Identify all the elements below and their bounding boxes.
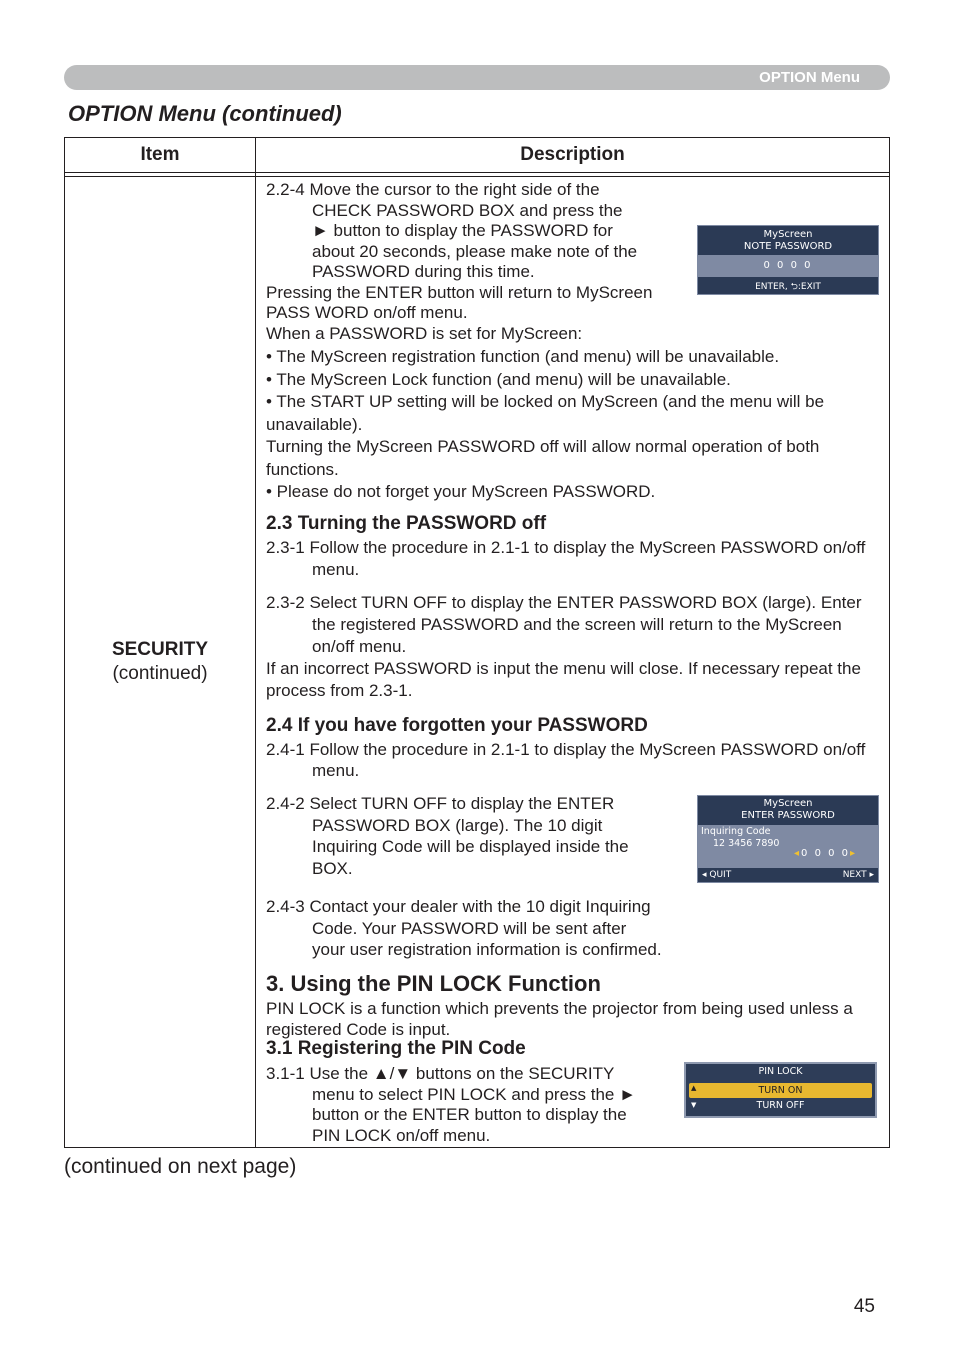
text-line: ► button to display the PASSWORD for — [312, 221, 613, 240]
down-arrow-icon: ▼ — [691, 1101, 697, 1109]
step-2-4-1 — [266, 739, 878, 781]
text-line: BOX. — [312, 858, 353, 878]
header-bar — [64, 65, 890, 90]
text-line: 2.4-3 Contact your dealer with the 10 digit Inquiring — [266, 897, 651, 916]
quit-label: ◂ QUIT — [702, 870, 732, 880]
bullet: • The MyScreen Lock function (and menu) will be unavailable. — [266, 369, 731, 389]
turn-on-option: TURN ON — [689, 1083, 872, 1098]
enter-password-screen — [697, 795, 879, 883]
text-line: CHECK PASSWORD BOX and press the — [312, 200, 623, 220]
continued-note: (continued on next page) — [64, 1155, 297, 1178]
item-cell — [65, 177, 256, 1148]
col-header-description: Description — [256, 138, 890, 173]
code-value: 0 0 0 0 — [801, 848, 851, 859]
screen-footer: ENTER, ⮌:EXIT — [755, 282, 821, 292]
bullet: • The START UP setting will be locked on MyScreen (and the menu will be unavailable). — [266, 392, 825, 434]
heading-2-4: 2.4 If you have forgotten your PASSWORD — [266, 715, 648, 736]
text-line: Code. Your PASSWORD will be sent after — [312, 918, 627, 938]
screen-title: MyScreen — [763, 229, 813, 240]
text-line: 2.4-1 Follow the procedure in 2.1-1 to display the MyScreen PASSWORD on/off menu. — [266, 740, 866, 780]
text-line: If an incorrect PASSWORD is input the menu will close. If necessary repeat the process from 2.3-1. — [266, 659, 861, 700]
inquiring-code-label: Inquiring Code — [701, 826, 771, 837]
text-line: button or the ENTER button to display the — [312, 1105, 627, 1124]
inquiring-code-value: 12 3456 7890 — [713, 838, 780, 849]
text-line: Turning the MyScreen PASSWORD off will allow normal operation of both functions. — [266, 437, 820, 479]
pin-lock-screen — [684, 1062, 877, 1118]
password-notes — [266, 346, 881, 504]
up-arrow-icon: ▲ — [691, 1084, 697, 1092]
text-line: Inquiring Code will be displayed inside the — [312, 837, 629, 856]
screen-title: MyScreen — [763, 798, 813, 809]
page-number: 45 — [853, 1296, 875, 1317]
text-line: 2.3-2 Select TURN OFF to display the ENTER PASSWORD BOX (large). Enter the registered PASSWORD and the screen will return to the MyScreen on/off menu. — [266, 593, 862, 656]
text-line: When a PASSWORD is set for MyScreen: — [266, 323, 583, 343]
screen-title: PIN LOCK — [758, 1066, 803, 1077]
text-line: PIN LOCK on/off menu. — [312, 1125, 491, 1145]
step-2-3-2 — [266, 592, 878, 702]
note-password-screen — [697, 225, 879, 295]
step-3-1-1 — [266, 1064, 676, 1146]
text-line: 3.1-1 Use the ▲/▼ buttons on the SECURITY — [266, 1064, 615, 1083]
next-label: NEXT ▸ — [842, 870, 874, 880]
bullet: • Please do not forget your MyScreen PASSWORD. — [266, 482, 656, 501]
right-arrow-icon: ▸ — [850, 848, 858, 859]
text-line: 2.3-1 Follow the procedure in 2.1-1 to display the MyScreen PASSWORD on/off menu. — [266, 538, 866, 579]
text-line: PIN LOCK is a function which prevents the projector from being used unless a registered Code is input. — [266, 999, 853, 1039]
description-cell — [256, 177, 890, 1148]
screen-subtitle: NOTE PASSWORD — [743, 241, 833, 252]
code-input — [794, 848, 857, 859]
col-header-item: Item — [65, 138, 256, 173]
text-line: your user registration information is confirmed. — [312, 940, 662, 959]
text-line: 2.2-4 Move the cursor to the right side of the — [266, 180, 600, 199]
adjust-arrows-icon: ◂ — [794, 848, 802, 859]
option-table — [64, 137, 890, 1148]
step-2-2-4 — [266, 180, 686, 344]
step-2-3-1 — [266, 537, 878, 581]
text-line: Pressing the ENTER button will return to MyScreen — [266, 282, 653, 302]
text-line: PASSWORD during this time. — [312, 262, 535, 281]
text-line: menu to select PIN LOCK and press the ► — [312, 1084, 636, 1104]
heading-3: 3. Using the PIN LOCK Function — [266, 971, 601, 996]
heading-3-1: 3.1 Registering the PIN Code — [266, 1038, 526, 1059]
text-line: 2.4-2 Select TURN OFF to display the ENTER — [266, 794, 615, 813]
section-label: OPTION Menu — [759, 69, 860, 86]
step-2-4-2 — [266, 793, 686, 879]
text-line: PASSWORD BOX (large). The 10 digit — [312, 815, 603, 835]
item-name: SECURITY — [111, 639, 209, 660]
bullet: • The MyScreen registration function (and menu) will be unavailable. — [266, 347, 780, 366]
page-title: OPTION Menu (continued) — [68, 101, 342, 126]
text-line: PASS WORD on/off menu. — [266, 303, 468, 322]
step-2-4-3 — [266, 896, 706, 961]
item-sub: (continued) — [112, 663, 208, 684]
heading-2-3: 2.3 Turning the PASSWORD off — [266, 513, 547, 534]
pin-lock-intro — [266, 999, 881, 1040]
text-line: about 20 seconds, please make note of the — [312, 241, 638, 261]
screen-subtitle: ENTER PASSWORD — [741, 810, 835, 821]
turn-off-option: TURN OFF — [756, 1100, 805, 1111]
password-value: 0 0 0 0 — [698, 255, 878, 277]
